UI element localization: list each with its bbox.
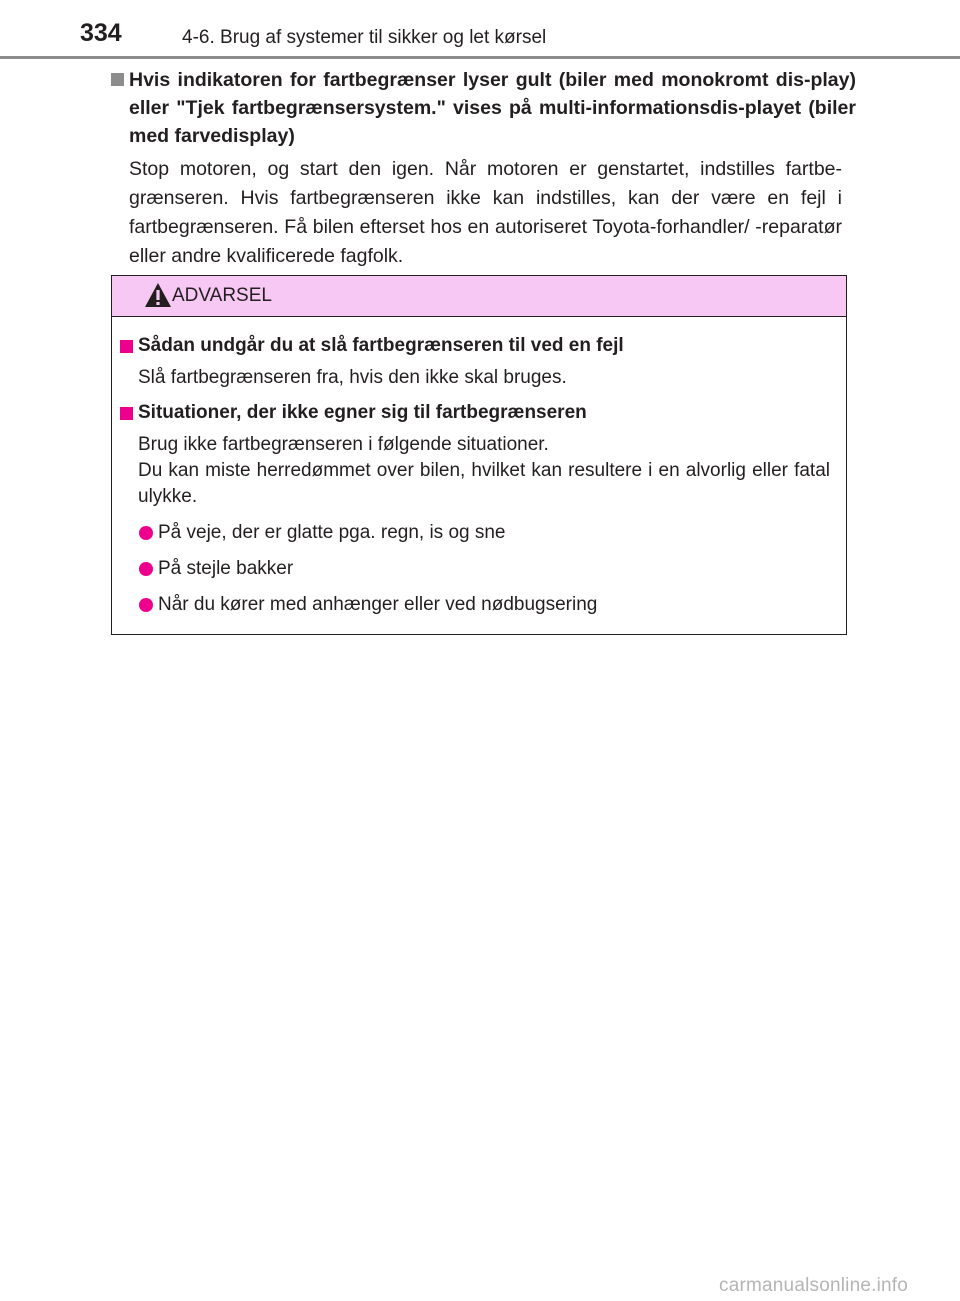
list-item xyxy=(138,520,830,546)
warning-item-text xyxy=(138,365,830,391)
list-item-text: På stejle bakker xyxy=(158,558,294,579)
square-bullet-icon xyxy=(120,407,133,420)
warning-item-text xyxy=(138,432,830,510)
header-divider xyxy=(0,56,960,59)
page-number: 334 xyxy=(80,19,122,47)
warning-box xyxy=(111,275,847,635)
page-header xyxy=(0,0,960,60)
circle-bullet-icon xyxy=(139,526,153,540)
warning-item-heading: Sådan undgår du at slå fartbegrænseren til ved en fejl xyxy=(138,335,624,356)
warning-item xyxy=(120,333,830,391)
list-item-text: Når du kører med anhænger eller ved nødbugsering xyxy=(158,594,598,615)
warning-triangle-icon xyxy=(144,282,172,308)
warning-item-heading: Situationer, der ikke egner sig til fartbegrænseren xyxy=(138,402,587,423)
warning-content xyxy=(112,317,846,618)
square-bullet-icon xyxy=(111,73,124,86)
warning-item-heading-row xyxy=(120,400,830,426)
warning-item-paragraph: Brug ikke fartbegrænseren i følgende situationer. xyxy=(138,434,549,455)
list-item xyxy=(138,556,830,582)
warning-item-heading-row xyxy=(120,333,830,359)
section-title: 4-6. Brug af systemer til sikker og let kørsel xyxy=(182,27,547,48)
watermark: carmanualsonline.info xyxy=(719,1275,909,1296)
square-bullet-icon xyxy=(120,340,133,353)
warning-item-paragraph: Du kan miste herredømmet over bilen, hvilket kan resultere i en alvorlig eller fatal ulykke. xyxy=(138,460,830,507)
circle-bullet-icon xyxy=(139,562,153,576)
warning-header xyxy=(112,276,846,317)
topic-body: Stop motoren, og start den igen. Når motoren er genstartet, indstilles fartbe-grænseren. Hvis fartbegrænseren ikke kan indstilles, kan der være en fejl i fartbegrænseren. Få bilen efterset hos en autoriseret Toyota-forhandler/ -reparatør eller andre kvalificerede fagfolk. xyxy=(129,158,842,267)
warning-item xyxy=(120,400,830,618)
list-item xyxy=(138,592,830,618)
topic-heading: Hvis indikatoren for fartbegrænser lyser gult (biler med monokromt dis-play) eller "Tjek fartbegrænsersystem." vises på multi-informationsdis-playet (biler med farvedisplay) xyxy=(129,69,856,147)
circle-bullet-icon xyxy=(139,598,153,612)
list-item-text: På veje, der er glatte pga. regn, is og sne xyxy=(158,522,506,543)
topic-section xyxy=(111,66,856,271)
warning-title: ADVARSEL xyxy=(172,285,272,306)
topic-heading-row xyxy=(111,66,856,150)
warning-item-paragraph: Slå fartbegrænseren fra, hvis den ikke skal bruges. xyxy=(138,367,567,388)
